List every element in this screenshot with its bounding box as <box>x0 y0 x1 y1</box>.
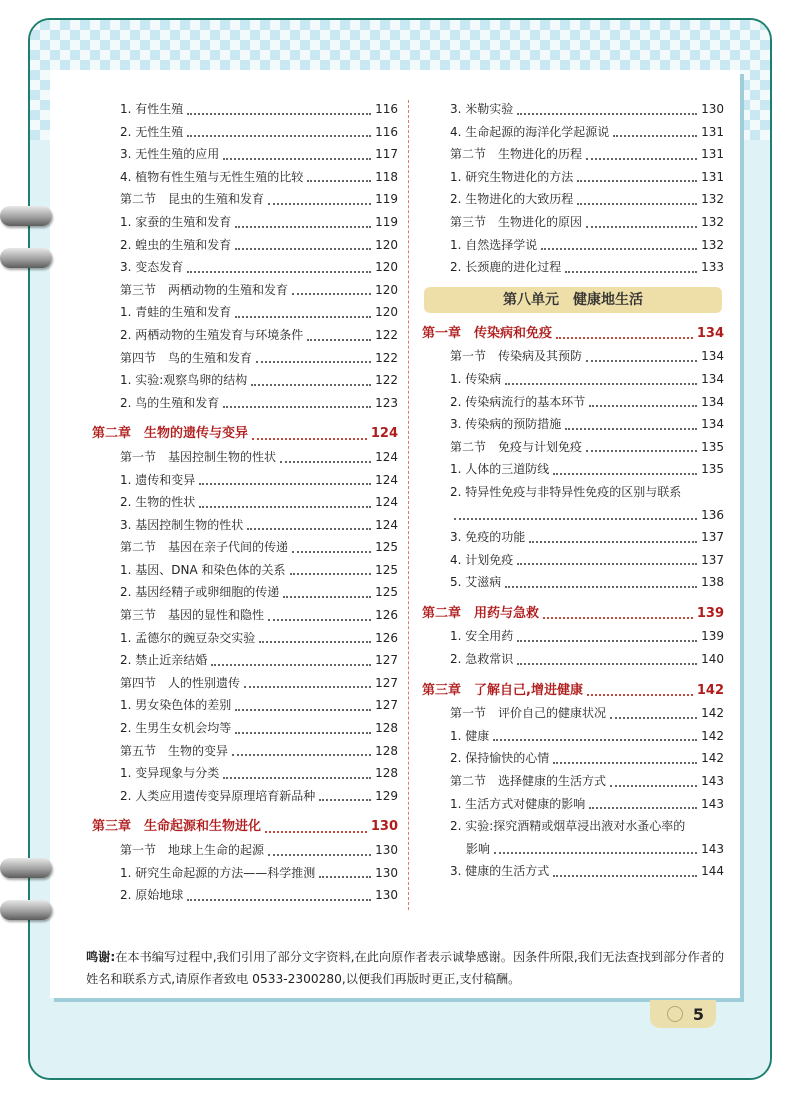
toc-page: 129 <box>375 788 398 803</box>
dot-leader <box>265 831 367 833</box>
toc-item[interactable] <box>422 860 724 883</box>
dot-leader <box>586 450 697 452</box>
dot-leader <box>280 461 371 463</box>
toc-page: 122 <box>375 327 398 342</box>
toc-title: 2. 生物的性状 <box>120 495 196 510</box>
dot-leader <box>223 406 371 408</box>
toc-item[interactable] <box>92 649 398 672</box>
toc-title: 4. 植物有性生殖与无性生殖的比较 <box>120 169 304 184</box>
toc-title: 1. 家蚕的生殖和发育 <box>120 214 232 229</box>
toc-section[interactable] <box>422 211 724 234</box>
toc-title: 第一节 地球上生命的起源 <box>120 843 265 857</box>
dot-leader <box>187 899 371 901</box>
dot-leader <box>517 563 697 565</box>
dot-leader <box>235 316 371 318</box>
toc-title: 1. 自然选择学说 <box>450 237 538 252</box>
toc-title: 第二章 生物的遗传与变异 <box>92 426 249 442</box>
dot-leader <box>268 854 371 856</box>
toc-page: 142 <box>701 706 724 721</box>
dot-leader <box>553 762 697 764</box>
toc-page: 140 <box>701 652 724 667</box>
toc-item[interactable] <box>422 747 724 770</box>
toc-title: 第一章 传染病和免疫 <box>422 325 553 341</box>
toc-title: 2. 人类应用遗传变异原理培育新品种 <box>120 788 316 803</box>
toc-title: 第三章 生命起源和生物进化 <box>92 819 262 835</box>
binder-ring-icon <box>0 248 52 268</box>
toc-page: 119 <box>375 214 398 229</box>
dot-leader <box>199 483 371 485</box>
toc-title: 影响 <box>466 841 491 856</box>
toc-page: 142 <box>696 682 724 698</box>
toc-page: 127 <box>375 675 398 690</box>
toc-item[interactable] <box>422 504 724 527</box>
toc-title: 2. 长颈鹿的进化过程 <box>450 260 562 275</box>
dot-leader <box>319 799 371 801</box>
toc-item[interactable] <box>422 234 724 257</box>
toc-title: 1. 人体的三道防线 <box>450 462 550 477</box>
toc-title: 2. 两栖动物的生殖发育与环境条件 <box>120 327 304 342</box>
dot-leader <box>232 754 371 756</box>
dot-leader <box>247 528 371 530</box>
toc-item[interactable] <box>422 98 724 121</box>
dot-leader <box>251 384 371 386</box>
dot-leader <box>268 619 371 621</box>
toc-section[interactable] <box>422 436 724 459</box>
toc-item[interactable] <box>422 648 724 671</box>
dot-leader <box>292 293 371 295</box>
dot-leader <box>613 135 697 137</box>
toc-item[interactable] <box>92 694 398 717</box>
dot-leader <box>565 428 697 430</box>
toc-title: 1. 实验:观察鸟卵的结构 <box>120 373 248 388</box>
toc-page: 142 <box>701 728 724 743</box>
dot-leader <box>319 876 371 878</box>
dot-leader <box>565 271 697 273</box>
toc-page: 125 <box>375 585 398 600</box>
toc-item[interactable] <box>92 369 398 392</box>
toc-title: 第三章 了解自己,增进健康 <box>422 682 583 698</box>
toc-chapter[interactable] <box>92 816 398 839</box>
toc-page: 131 <box>701 147 724 162</box>
toc-page: 130 <box>370 819 398 835</box>
binder-ring-icon <box>0 900 52 920</box>
toc-page: 120 <box>375 305 398 320</box>
dot-leader <box>589 807 697 809</box>
dot-leader <box>187 113 371 115</box>
toc-title: 第四节 人的性别遗传 <box>120 675 241 690</box>
toc-title: 4. 计划免疫 <box>450 552 514 567</box>
toc-item[interactable] <box>92 717 398 740</box>
toc-item[interactable] <box>422 838 724 861</box>
dot-leader <box>587 694 693 696</box>
dot-leader <box>187 271 371 273</box>
dot-leader <box>577 180 697 182</box>
toc-item[interactable] <box>92 514 398 537</box>
toc-page: 122 <box>375 350 398 365</box>
toc-page: 116 <box>375 124 398 139</box>
toc-item[interactable] <box>92 762 398 785</box>
toc-title: 3. 传染病的预防措施 <box>450 417 562 432</box>
toc-item[interactable] <box>92 559 398 582</box>
dot-leader <box>517 640 697 642</box>
toc-title: 1. 有性生殖 <box>120 102 184 116</box>
dot-leader <box>211 664 371 666</box>
dot-leader <box>244 686 371 688</box>
toc-page: 123 <box>375 395 398 410</box>
toc-page: 134 <box>701 371 724 386</box>
bottom-band <box>30 1020 770 1078</box>
toc-chapter[interactable] <box>422 603 724 626</box>
toc-title: 2. 生男生女机会均等 <box>120 721 232 736</box>
dot-leader <box>307 180 371 182</box>
toc-page: 134 <box>701 417 724 432</box>
toc-page: 116 <box>375 102 398 116</box>
toc-section[interactable] <box>422 345 724 368</box>
toc-title: 1. 变异现象与分类 <box>120 766 220 781</box>
toc-title: 第一节 基因控制生物的性状 <box>120 449 277 464</box>
toc-item[interactable] <box>422 625 724 648</box>
toc-title: 3. 健康的生活方式 <box>450 864 550 879</box>
toc-item[interactable] <box>92 143 398 166</box>
toc-section[interactable] <box>92 672 398 695</box>
toc-chapter[interactable] <box>92 423 398 446</box>
toc-page: 124 <box>375 517 398 532</box>
toc-section[interactable] <box>92 536 398 559</box>
dot-leader <box>223 158 371 160</box>
dot-leader <box>252 438 367 440</box>
dot-leader <box>187 135 371 137</box>
toc-entry-line: 2. 实验:探究酒精或烟草浸出液对水蚤心率的 <box>450 819 686 834</box>
toc-page: 131 <box>701 124 724 139</box>
toc-title: 第三节 两栖动物的生殖和发育 <box>120 282 289 297</box>
toc-page: 136 <box>701 507 724 522</box>
toc-title: 第二节 生物进化的历程 <box>450 147 583 162</box>
toc-item[interactable] <box>422 413 724 436</box>
toc-title: 第二节 选择健康的生活方式 <box>450 774 607 789</box>
dot-leader <box>517 113 697 115</box>
toc-item[interactable] <box>422 256 724 279</box>
toc-section[interactable] <box>92 604 398 627</box>
toc-title: 1. 健康 <box>450 728 490 743</box>
toc-page: 133 <box>701 260 724 275</box>
dot-leader <box>543 617 693 619</box>
toc-page: 124 <box>375 495 398 510</box>
toc-page: 143 <box>701 774 724 789</box>
toc-item[interactable] <box>422 166 724 189</box>
toc-page: 127 <box>375 653 398 668</box>
toc-title: 1. 传染病 <box>450 371 502 386</box>
toc-page: 130 <box>375 888 398 903</box>
toc-section[interactable] <box>92 347 398 370</box>
toc-item[interactable] <box>92 491 398 514</box>
dot-leader <box>199 506 371 508</box>
toc-title: 第三节 基因的显性和隐性 <box>120 608 265 623</box>
toc-page: 139 <box>696 605 724 621</box>
toc-section[interactable] <box>92 740 398 763</box>
toc-page: 137 <box>701 552 724 567</box>
toc-page: 125 <box>375 562 398 577</box>
toc-page: 143 <box>701 841 724 856</box>
dot-leader <box>235 709 371 711</box>
dot-leader <box>494 852 697 854</box>
toc-page: 124 <box>375 472 398 487</box>
toc-page: 132 <box>701 214 724 229</box>
dot-leader <box>541 248 697 250</box>
column-divider <box>408 100 409 910</box>
dot-leader <box>505 383 697 385</box>
toc-title: 3. 基因控制生物的性状 <box>120 517 244 532</box>
toc-item[interactable] <box>92 581 398 604</box>
toc-page: 118 <box>375 169 398 184</box>
toc-item[interactable] <box>422 121 724 144</box>
toc-section[interactable] <box>92 279 398 302</box>
toc-entry-line: 2. 特异性免疫与非特异性免疫的区别与联系 <box>450 484 682 499</box>
page-circle-icon <box>667 1006 683 1022</box>
toc-section[interactable] <box>92 839 398 862</box>
dot-leader <box>610 785 697 787</box>
toc-page: 144 <box>701 864 724 879</box>
toc-title: 2. 蝗虫的生殖和发育 <box>120 237 232 252</box>
toc-page: 119 <box>375 192 398 207</box>
dot-leader <box>268 203 371 205</box>
dot-leader <box>235 248 371 250</box>
toc-page: 122 <box>375 373 398 388</box>
toc-page: 117 <box>375 147 398 162</box>
toc-page: 143 <box>701 796 724 811</box>
page-number-tab <box>650 1000 716 1028</box>
toc-right-column <box>422 98 724 883</box>
toc-item[interactable] <box>92 627 398 650</box>
toc-title: 3. 无性生殖的应用 <box>120 147 220 162</box>
toc-title: 1. 遗传和变异 <box>120 472 196 487</box>
dot-leader <box>553 473 697 475</box>
toc-title: 3. 米勒实验 <box>450 102 514 116</box>
toc-page: 120 <box>375 260 398 275</box>
toc-page: 131 <box>701 169 724 184</box>
dot-leader <box>589 405 697 407</box>
toc-title: 第二节 昆虫的生殖和发育 <box>120 192 265 207</box>
toc-page: 130 <box>375 865 398 880</box>
toc-page: 120 <box>375 237 398 252</box>
toc-title: 2. 生物进化的大致历程 <box>450 192 574 207</box>
toc-item[interactable] <box>92 211 398 234</box>
toc-title: 2. 传染病流行的基本环节 <box>450 394 586 409</box>
toc-page: 124 <box>370 426 398 442</box>
dot-leader <box>586 158 697 160</box>
toc-title: 5. 艾滋病 <box>450 575 502 590</box>
toc-item[interactable] <box>92 301 398 324</box>
toc-page: 125 <box>375 540 398 555</box>
toc-item[interactable] <box>92 121 398 144</box>
toc-section[interactable] <box>92 446 398 469</box>
toc-title: 第三节 生物进化的原因 <box>450 214 583 229</box>
toc-page: 142 <box>701 751 724 766</box>
toc-title: 2. 急救常识 <box>450 652 514 667</box>
toc-item[interactable] <box>92 469 398 492</box>
toc-page: 128 <box>375 721 398 736</box>
acknowledgement <box>86 946 726 990</box>
toc-section[interactable] <box>422 702 724 725</box>
toc-page: 126 <box>375 630 398 645</box>
toc-title: 1. 生活方式对健康的影响 <box>450 796 586 811</box>
toc-title: 2. 原始地球 <box>120 888 184 903</box>
toc-page: 134 <box>696 325 724 341</box>
toc-title: 1. 孟德尔的豌豆杂交实验 <box>120 630 256 645</box>
toc-page: 120 <box>375 282 398 297</box>
binder-ring-icon <box>0 206 52 226</box>
toc-page: 137 <box>701 530 724 545</box>
toc-title: 1. 基因、DNA 和染色体的关系 <box>120 562 286 577</box>
dot-leader <box>577 203 697 205</box>
toc-page: 139 <box>701 629 724 644</box>
toc-item[interactable] <box>422 391 724 414</box>
dot-leader <box>259 641 371 643</box>
toc-page: 132 <box>701 237 724 252</box>
toc-item[interactable] <box>92 98 398 121</box>
toc-item[interactable] <box>422 526 724 549</box>
toc-title: 第二节 基因在亲子代间的传递 <box>120 540 289 555</box>
dot-leader <box>235 732 371 734</box>
dot-leader <box>307 339 371 341</box>
toc-item[interactable] <box>422 188 724 211</box>
toc-page: 134 <box>701 394 724 409</box>
dot-leader <box>283 596 371 598</box>
toc-page: 135 <box>701 462 724 477</box>
toc-left-column <box>92 98 398 907</box>
toc-title: 1. 青蛙的生殖和发育 <box>120 305 232 320</box>
toc-page: 126 <box>375 608 398 623</box>
toc-title: 第五节 生物的变异 <box>120 743 229 758</box>
toc-title: 2. 无性生殖 <box>120 124 184 139</box>
toc-item[interactable] <box>422 549 724 572</box>
toc-chapter[interactable] <box>422 680 724 703</box>
toc-title: 3. 免疫的功能 <box>450 530 526 545</box>
toc-title: 4. 生命起源的海洋化学起源说 <box>450 124 610 139</box>
dot-leader <box>517 663 697 665</box>
toc-item[interactable] <box>92 862 398 885</box>
dot-leader <box>292 551 371 553</box>
dot-leader <box>454 518 697 520</box>
toc-title: 第一节 传染病及其预防 <box>450 349 583 364</box>
toc-chapter[interactable] <box>422 323 724 346</box>
toc-title: 1. 安全用药 <box>450 629 514 644</box>
dot-leader <box>290 573 372 575</box>
toc-title: 2. 禁止近亲结婚 <box>120 653 208 668</box>
toc-item[interactable] <box>92 324 398 347</box>
toc-item[interactable] <box>422 793 724 816</box>
toc-section[interactable] <box>422 143 724 166</box>
dot-leader <box>529 541 697 543</box>
dot-leader <box>553 875 697 877</box>
toc-item[interactable] <box>92 884 398 907</box>
toc-page: 124 <box>375 449 398 464</box>
dot-leader <box>610 717 697 719</box>
dot-leader <box>586 360 697 362</box>
toc-item[interactable] <box>92 166 398 189</box>
toc-section[interactable] <box>422 770 724 793</box>
toc-title: 第四节 鸟的生殖和发育 <box>120 350 253 365</box>
toc-item[interactable] <box>92 256 398 279</box>
toc-item[interactable] <box>422 571 724 594</box>
toc-page: 130 <box>701 102 724 116</box>
toc-page: 128 <box>375 766 398 781</box>
toc-title: 第二章 用药与急救 <box>422 605 540 621</box>
dot-leader <box>556 337 693 339</box>
dot-leader <box>223 777 371 779</box>
toc-title: 2. 基因经精子或卵细胞的传递 <box>120 585 280 600</box>
dot-leader <box>493 739 697 741</box>
toc-title: 3. 变态发育 <box>120 260 184 275</box>
toc-page: 128 <box>375 743 398 758</box>
toc-section[interactable] <box>92 188 398 211</box>
binder-ring-icon <box>0 858 52 878</box>
toc-title: 1. 男女染色体的差别 <box>120 698 232 713</box>
toc-title: 1. 研究生物进化的方法 <box>450 169 574 184</box>
dot-leader <box>235 226 371 228</box>
toc-page: 127 <box>375 698 398 713</box>
toc-page: 130 <box>375 843 398 857</box>
toc-item[interactable] <box>422 458 724 481</box>
toc-title: 2. 鸟的生殖和发育 <box>120 395 220 410</box>
toc-item[interactable] <box>92 392 398 415</box>
toc-item[interactable] <box>422 725 724 748</box>
toc-item[interactable] <box>422 368 724 391</box>
toc-item[interactable] <box>92 234 398 257</box>
toc-title: 第一节 评价自己的健康状况 <box>450 706 607 721</box>
toc-page: 134 <box>701 349 724 364</box>
dot-leader <box>256 361 371 363</box>
unit-heading: 第八单元 健康地生活 <box>424 287 722 313</box>
toc-title: 1. 研究生命起源的方法——科学推测 <box>120 865 316 880</box>
toc-title: 2. 保持愉快的心情 <box>450 751 550 766</box>
toc-page: 132 <box>701 192 724 207</box>
acknowledgement-label: 鸣谢: <box>86 950 116 964</box>
dot-leader <box>586 226 697 228</box>
toc-page: 138 <box>701 575 724 590</box>
page-number: 5 <box>692 1004 704 1024</box>
toc-item[interactable] <box>92 785 398 808</box>
acknowledgement-text: 在本书编写过程中,我们引用了部分文字资料,在此向原作者表示诚挚感谢。因条件所限,我们无法查找到部分作者的姓名和联系方式,请原作者致电 0533-2300280,以便我们再版时更正,支付稿酬。 <box>86 950 725 986</box>
dot-leader <box>505 586 697 588</box>
toc-page: 135 <box>701 439 724 454</box>
toc-title: 第二节 免疫与计划免疫 <box>450 439 583 454</box>
